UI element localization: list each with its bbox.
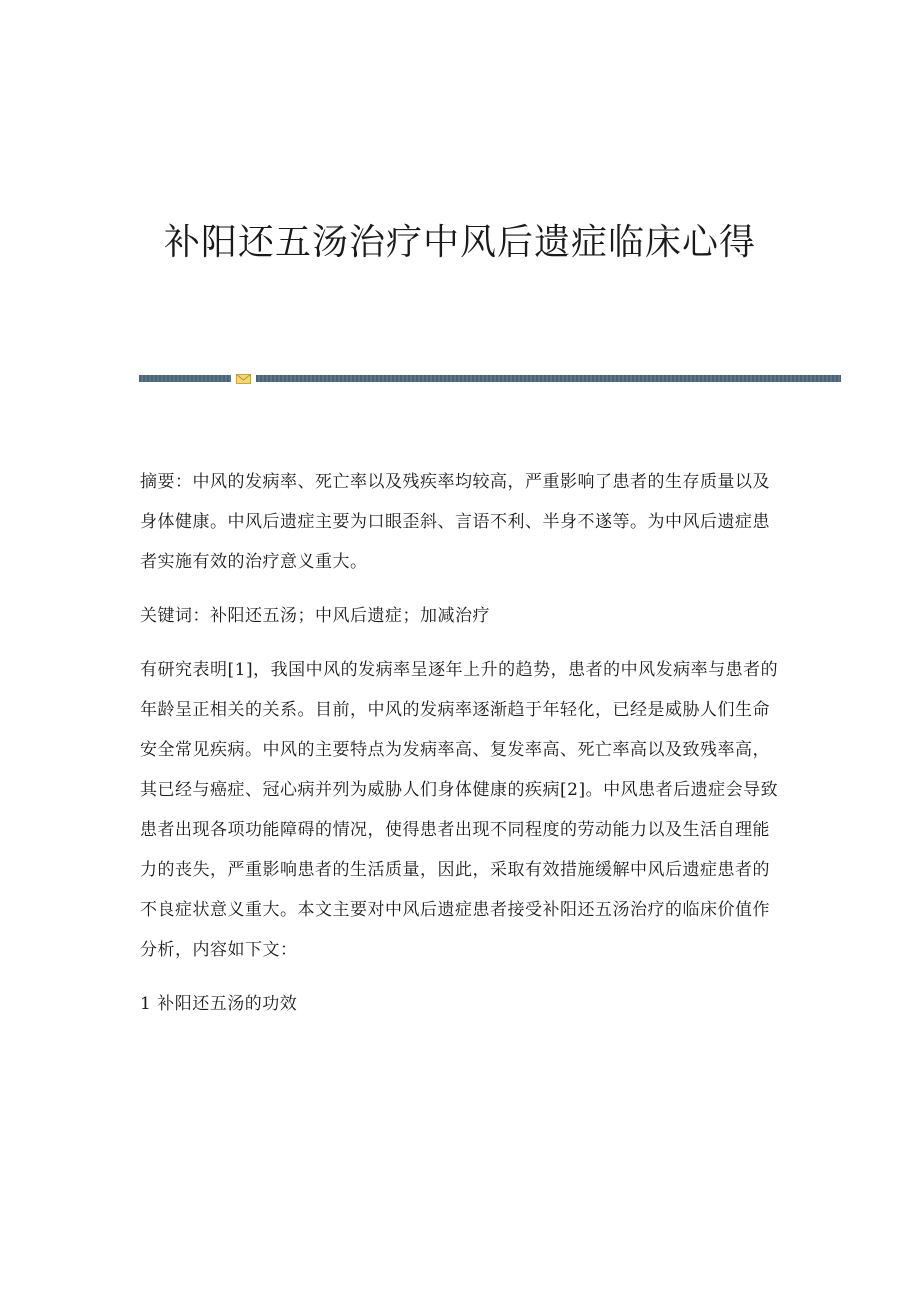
document-title: 补阳还五汤治疗中风后遗症临床心得 bbox=[163, 222, 756, 263]
title-divider bbox=[139, 374, 841, 384]
body-paragraph: 有研究表明[1]，我国中风的发病率呈逐年上升的趋势，患者的中风发病率与患者的年龄呈正相关的关系。目前，中风的发病率逐渐趋于年轻化，已经是威胁人们生命安全常见疾病。中风的主要特点为发病率高、复发率高、死亡率高以及致残率高，其已经与癌症、冠心病并列为威胁人们身体健康的疾病[2]。中风患者后遗症会导致患者出现各项功能障碍的情况，使得患者出现不同程度的劳动能力以及生活自理能力的丧失，严重影响患者的生活质量，因此，采取有效措施缓解中风后遗症患者的不良症状意义重大。本文主要对中风后遗症患者接受补阳还五汤治疗的临床价值作分析，内容如下文： bbox=[140, 660, 779, 960]
abstract-paragraph: 摘要：中风的发病率、死亡率以及残疾率均较高，严重影响了患者的生存质量以及身体健康。中风后遗症主要为口眼歪斜、言语不利、半身不遂等。为中风后遗症患者实施有效的治疗意义重大。 bbox=[140, 472, 770, 572]
document-body bbox=[140, 462, 782, 1038]
divider-bar-right bbox=[256, 375, 841, 382]
envelope-ornament-icon bbox=[236, 374, 251, 384]
section-heading: 1 补阳还五汤的功效 bbox=[140, 994, 298, 1014]
keywords-paragraph: 关键词：补阳还五汤；中风后遗症；加减治疗 bbox=[140, 606, 490, 626]
divider-bar-left bbox=[139, 375, 231, 382]
